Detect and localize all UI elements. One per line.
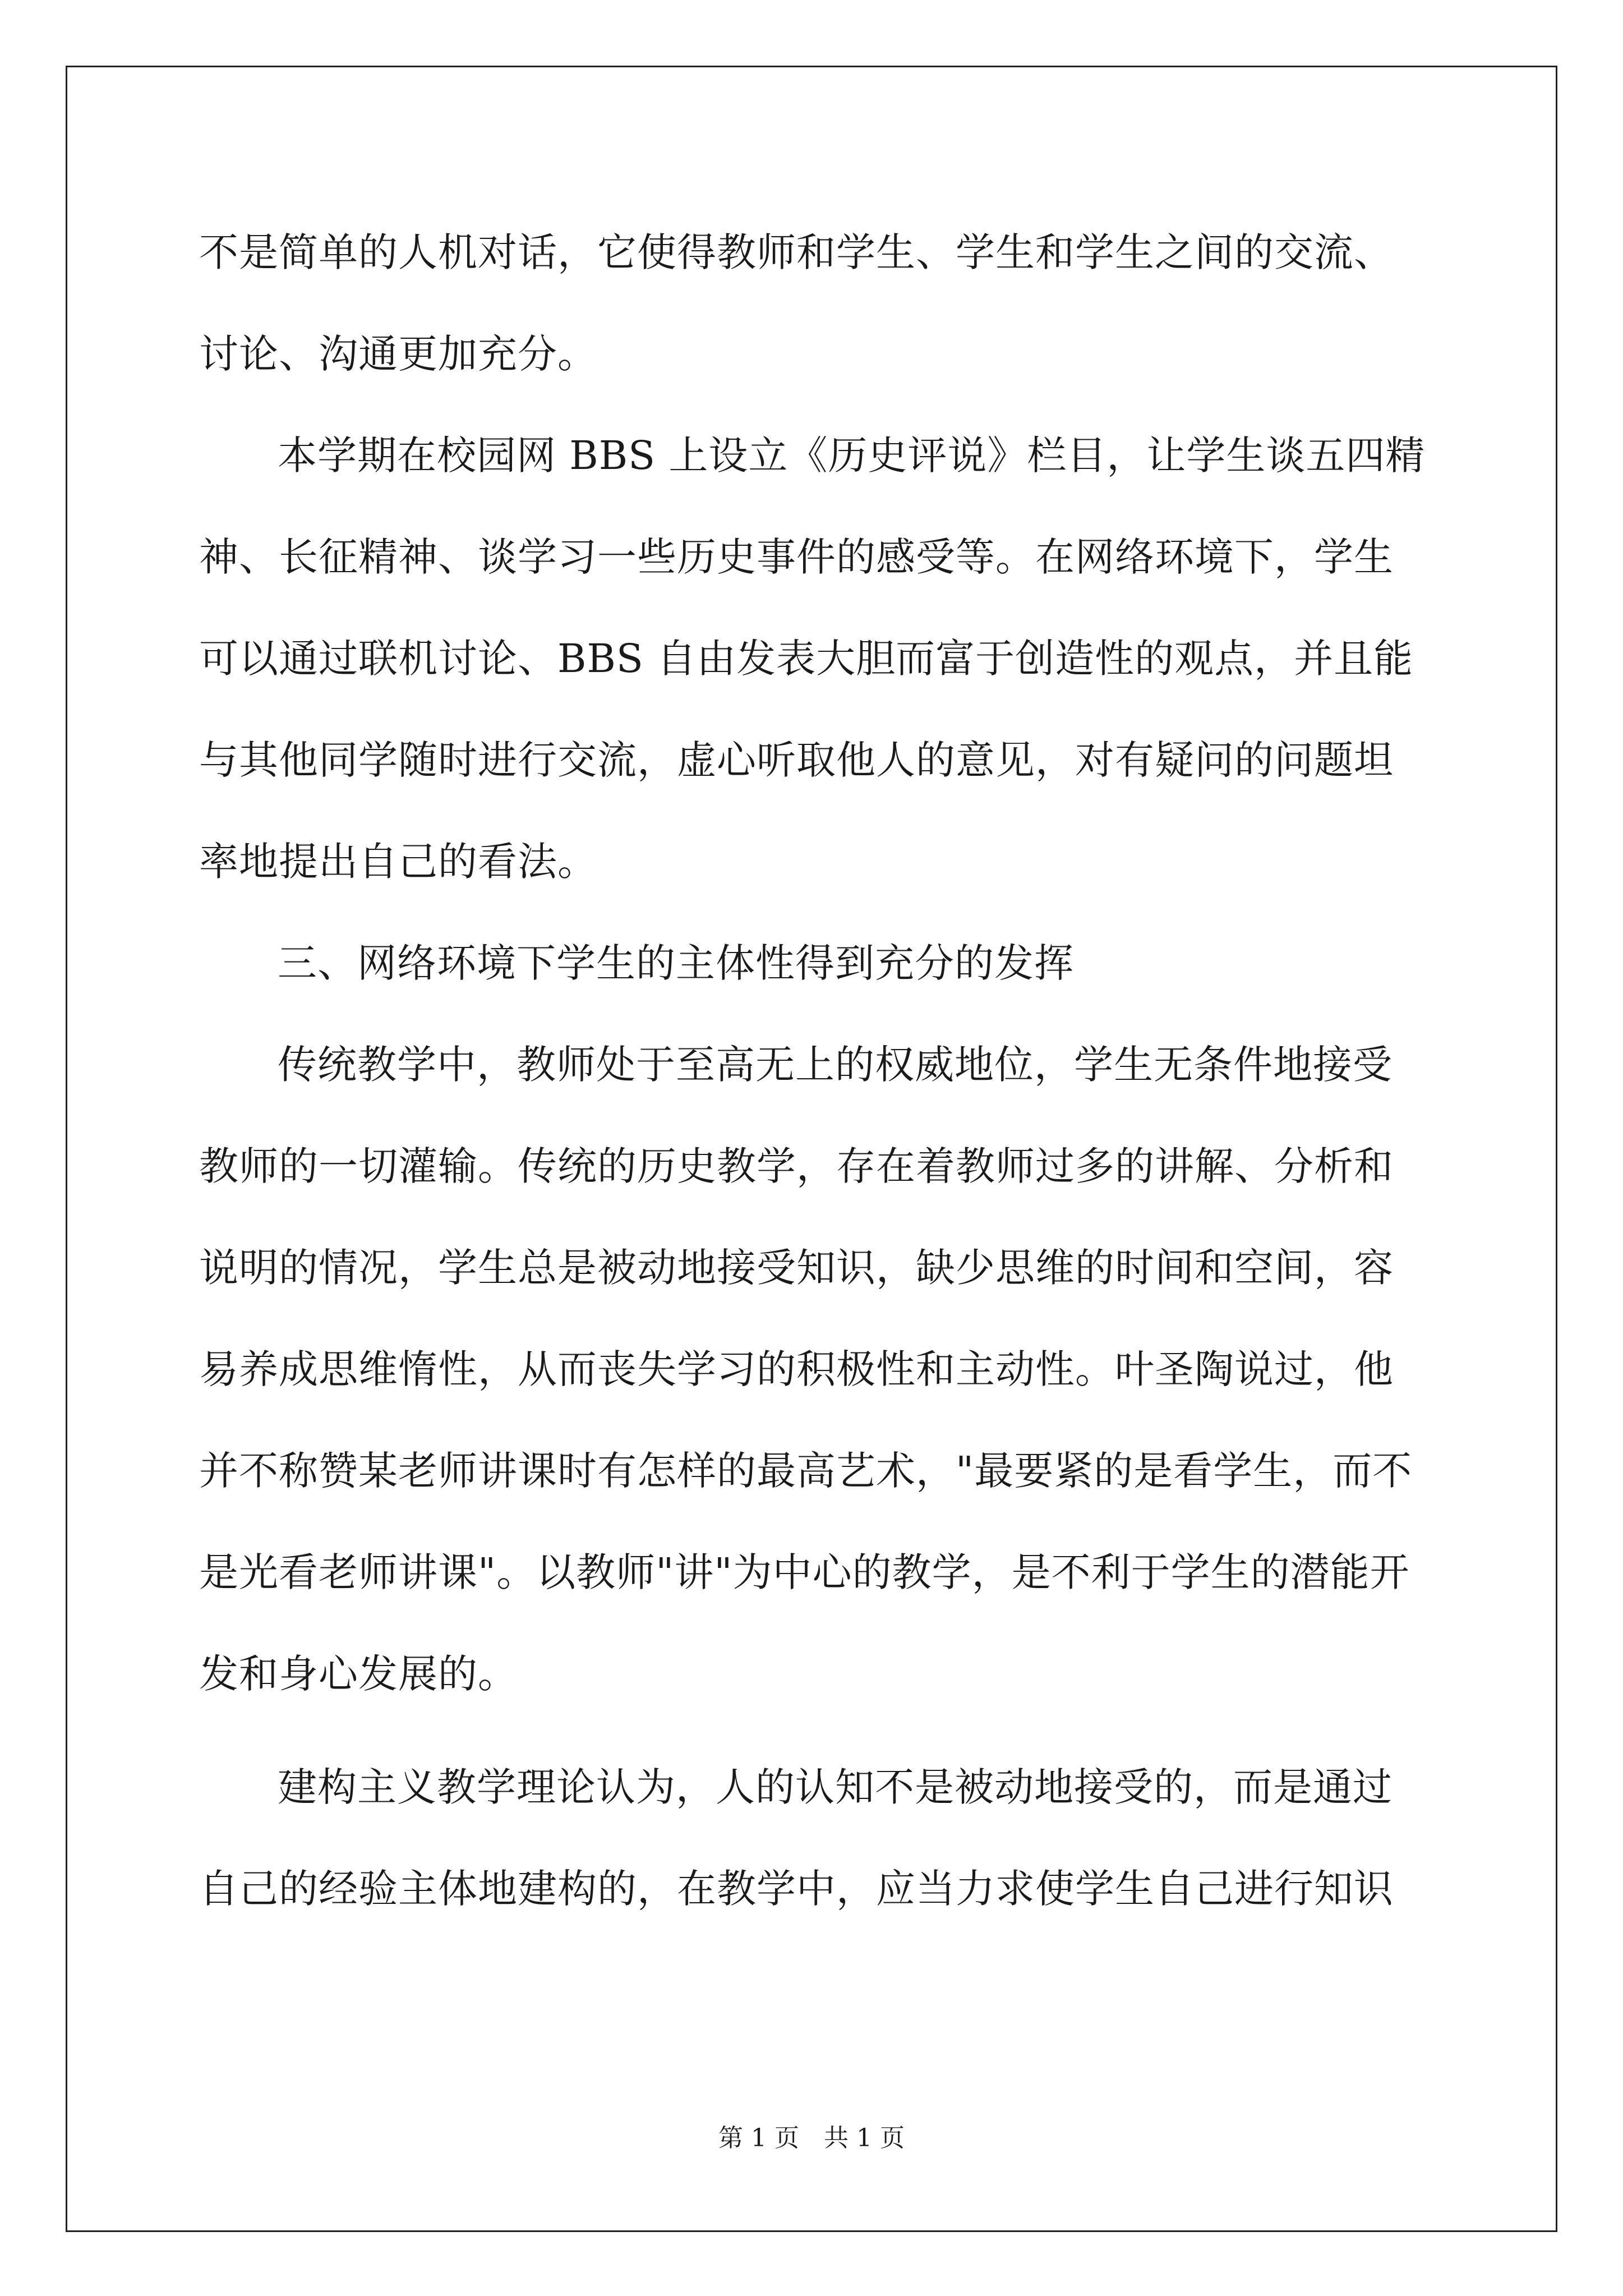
paragraph-line: 本学期在校园网 BBS 上设立《历史评说》栏目，让学生谈五四精 [278, 432, 1426, 478]
paragraph-line: 神、长征精神、谈学习一些历史事件的感受等。在网络环境下，学生 [199, 534, 1394, 580]
section-heading: 三、网络环境下学生的主体性得到充分的发挥 [278, 940, 1074, 986]
paragraph-line: 率地提出自己的看法。 [199, 839, 597, 885]
page-number-footer: 第 1 页 共 1 页 [718, 2124, 905, 2152]
paragraph-line: 可以通过联机讨论、BBS 自由发表大胆而富于创造性的观点，并且能 [199, 636, 1414, 682]
paragraph-spacer [199, 1725, 1427, 1737]
paragraph-line: 与其他同学随时进行交流，虚心听取他人的意见，对有疑问的问题坦 [199, 737, 1394, 783]
paragraph-line: 是光看老师讲课"。以教师"讲"为中心的教学，是不利于学生的潜能开 [199, 1549, 1410, 1595]
paragraph-line: 易养成思维惰性，从而丧失学习的积极性和主动性。叶圣陶说过，他 [199, 1346, 1394, 1392]
paragraph-line: 讨论、沟通更加充分。 [199, 331, 597, 377]
paragraph-line: 传统教学中，教师处于至高无上的权威地位，学生无条件地接受 [278, 1042, 1393, 1088]
paragraph-line: 发和身心发展的。 [199, 1651, 518, 1697]
paragraph-line: 说明的情况，学生总是被动地接受知识，缺少思维的时间和空间，容 [199, 1245, 1394, 1291]
paragraph-line: 自己的经验主体地建构的，在教学中，应当力求使学生自己进行知识 [199, 1866, 1394, 1912]
paragraph-line: 教师的一切灌输。传统的历史教学，存在着教师过多的讲解、分析和 [199, 1143, 1394, 1189]
document-body [199, 202, 1427, 1940]
paragraph-line: 建构主义教学理论认为，人的认知不是被动地接受的，而是通过 [278, 1764, 1393, 1810]
paragraph-line: 并不称赞某老师讲课时有怎样的最高艺术，"最要紧的是看学生，而不 [199, 1448, 1413, 1494]
paragraph-line: 不是简单的人机对话，它使得教师和学生、学生和学生之间的交流、 [199, 229, 1394, 275]
